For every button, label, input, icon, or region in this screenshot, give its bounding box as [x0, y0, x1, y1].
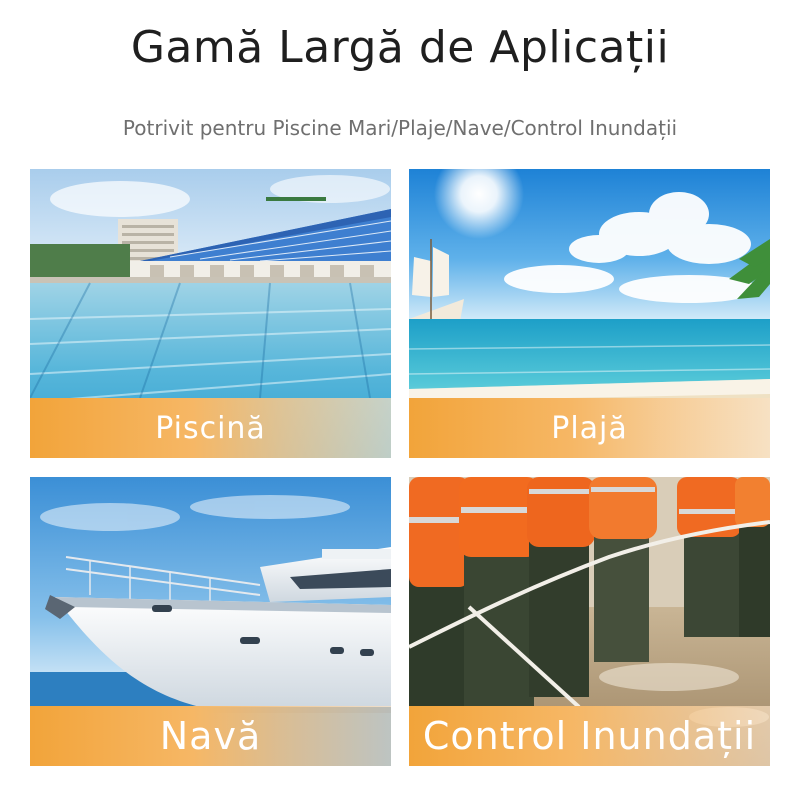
page-title: Gamă Largă de Aplicații	[130, 22, 670, 73]
flood-control-label: Control Inundații	[422, 714, 757, 758]
page-subtitle: Potrivit pentru Piscine Mari/Plaje/Nave/Control Inundații	[122, 116, 678, 140]
beach-label-band	[409, 398, 770, 458]
pool-label: Piscină	[155, 410, 266, 446]
pool-label-band	[30, 398, 391, 458]
flood-control-label-band	[409, 706, 770, 766]
ship-label: Navă	[159, 714, 262, 758]
application-card-beach	[409, 169, 770, 458]
beach-label: Plajă	[551, 410, 628, 446]
application-card-flood-control	[409, 477, 770, 766]
application-card-pool	[30, 169, 391, 458]
application-card-ship	[30, 477, 391, 766]
ship-label-band	[30, 706, 391, 766]
